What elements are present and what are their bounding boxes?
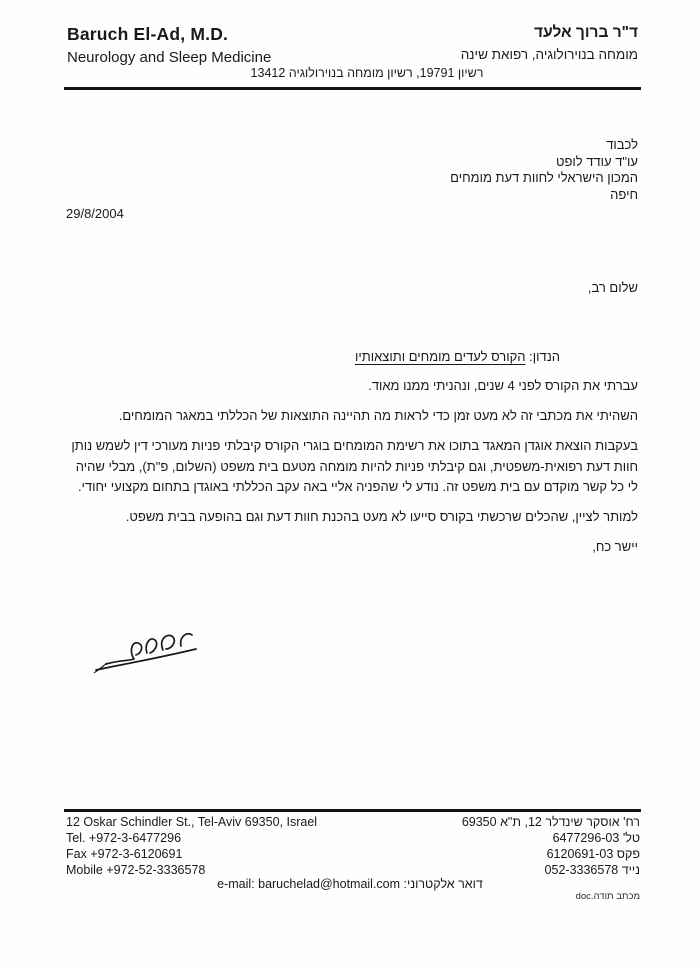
recipient-line-city: חיפה bbox=[610, 186, 638, 202]
recipient-line-name: עו"ד עודד לופט bbox=[555, 153, 638, 169]
doctor-name-he: ד"ר ברוך אלעד bbox=[534, 24, 638, 41]
footer-contact-hebrew bbox=[462, 814, 640, 878]
body-paragraph-3: בעקבות הוצאת אוגדן המאגד בתוכו את רשימת המומחים בוגרי הקורס קיבלתי פניות מעורכי דין לשמש נותן חוות דעת רפואית-משפטית, וגם קיבלתי פניות להיות מומחה מטעם בית משפט (השלום, פ"ת), מבלי שהיה לי כל קשר מוקדם עם בית משפט זה. נודע לי שהפניה אליי באה עקב הכללתי באוגדן בתחום מקצועי יחודי. bbox=[71, 438, 638, 494]
footer-fax-he: פקס 6120691-03 bbox=[546, 847, 640, 861]
footer-email-line: דואר אלקטרוני: e-mail: baruchelad@hotmail.com bbox=[217, 877, 483, 891]
footer-mobile-en: Mobile +972-52-3336578 bbox=[66, 863, 206, 877]
footer-address-he: רח' אוסקר שינדלר 12, ת"א 69350 bbox=[461, 815, 640, 829]
footer-tel-he: טל' 6477296-03 bbox=[552, 831, 640, 845]
subject-line bbox=[355, 349, 560, 364]
footer-divider-rule bbox=[64, 809, 641, 812]
letter-body bbox=[62, 376, 638, 567]
footer-contact-english bbox=[66, 814, 317, 878]
footer-address-en: 12 Oskar Schindler St., Tel-Aviv 69350, Israel bbox=[66, 815, 318, 829]
subject-label: הנדון: bbox=[529, 349, 560, 364]
doctor-specialty-en: Neurology and Sleep Medicine bbox=[67, 49, 272, 66]
recipient-line-honorific: לכבוד bbox=[606, 137, 638, 152]
footer-mobile-he: נייד 052-3336578 bbox=[544, 863, 640, 877]
doctor-name-en: Baruch El-Ad, M.D. bbox=[67, 24, 229, 44]
body-paragraph-4: למותר לציין, שהכלים שרכשתי בקורס סייעו לא מעט בהכנת חוות דעת וגם בהופעה בבית משפט. bbox=[125, 509, 638, 524]
closing-salutation: יישר כח, bbox=[592, 539, 638, 554]
recipient-line-organization: המכון הישראלי לחוות דעת מומחים bbox=[450, 170, 638, 185]
letterhead-english bbox=[67, 24, 271, 66]
license-numbers-line: רשיון 19791, רשיון מומחה בנוירולוגיה 13412 bbox=[250, 66, 484, 80]
letter-date: 29/8/2004 bbox=[66, 206, 124, 221]
signature-scribble-icon bbox=[92, 620, 217, 678]
subject-text: הקורס לעדים מומחים ותוצאותיו bbox=[355, 349, 526, 364]
document-filename-note: מכתב תודה.doc bbox=[575, 891, 640, 902]
recipient-block bbox=[450, 137, 638, 203]
footer-tel-en: Tel. +972-3-6477296 bbox=[66, 831, 182, 845]
letterhead-hebrew bbox=[461, 24, 638, 62]
body-paragraph-2: השהיתי את מכתבי זה לא מעט זמן כדי לראות מה תהיינה התוצאות של הכללתי במאגר המומחים. bbox=[118, 408, 638, 423]
greeting: שלום רב, bbox=[587, 280, 638, 295]
body-paragraph-1: עברתי את הקורס לפני 4 שנים, ונהניתי ממנו מאוד. bbox=[368, 378, 638, 393]
footer-fax-en: Fax +972-3-6120691 bbox=[66, 847, 183, 861]
handwritten-signature bbox=[92, 620, 217, 678]
doctor-specialty-he: מומחה בנוירולוגיה, רפואת שינה bbox=[460, 47, 638, 62]
header-divider-rule bbox=[64, 87, 641, 90]
